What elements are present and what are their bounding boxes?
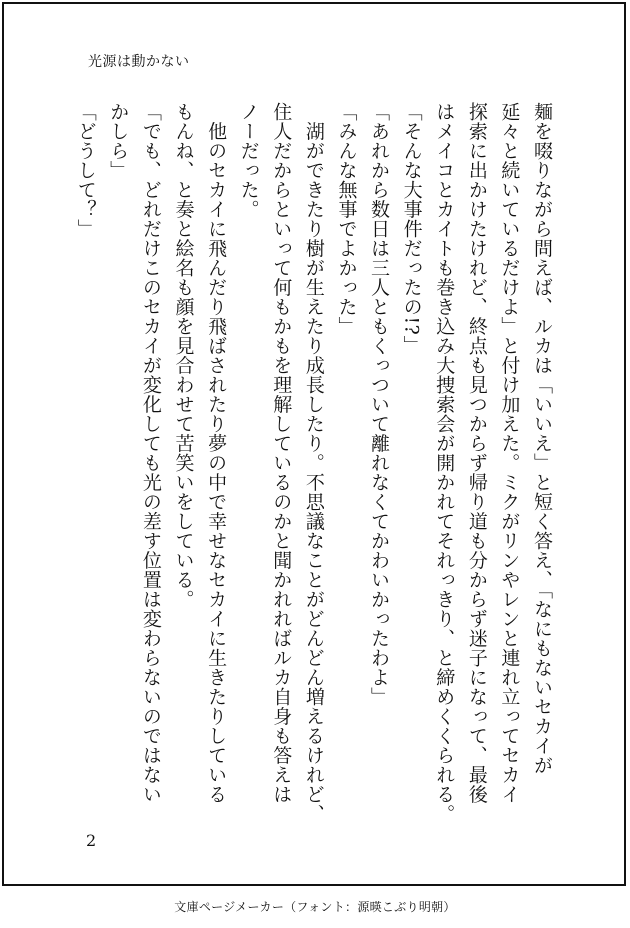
footer-credit: 文庫ページメーカー（フォント：源暎こぶり明朝） xyxy=(174,900,456,914)
page-number: 2 xyxy=(86,831,97,850)
page-frame xyxy=(2,2,626,886)
running-title: 光源は動かない xyxy=(88,54,190,70)
body-text: 麺を啜りながら問えば、ルカは「いいえ」と短く答え、「なにもないセカイが 延々と続いているだけよ」と付け加えた。ミクがリンやレンと連れ立ってセカイ 探索に出かけたけれど、終点も見つからず帰り道も分からず迷子になって、最後 はメイコとカイトも巻き込み大捜索会が開かれてそれっきり、と締めくくられる。 「そんな大事件だったの!?」 「あれから数日は三人ともくっついて離れなくてかわいかったわよ」 「みんな無事でよかった」 湖ができたり樹が生えたり成長したり。不思議なことがどんどん増えるけれど、 住人だからといって何もかもを理解しているのかと聞かれればルカ自身も答えは ノーだった。 他のセカイに飛んだり飛ばされたり夢の中で幸せなセカイに生きたりしている もんね、と奏と絵名も顔を見合わせて苦笑いをしている。 「でも、どれだけこのセカイが変化しても光の差す位置は変わらないのではない かしら」 「どうして？」 xyxy=(74,102,553,824)
